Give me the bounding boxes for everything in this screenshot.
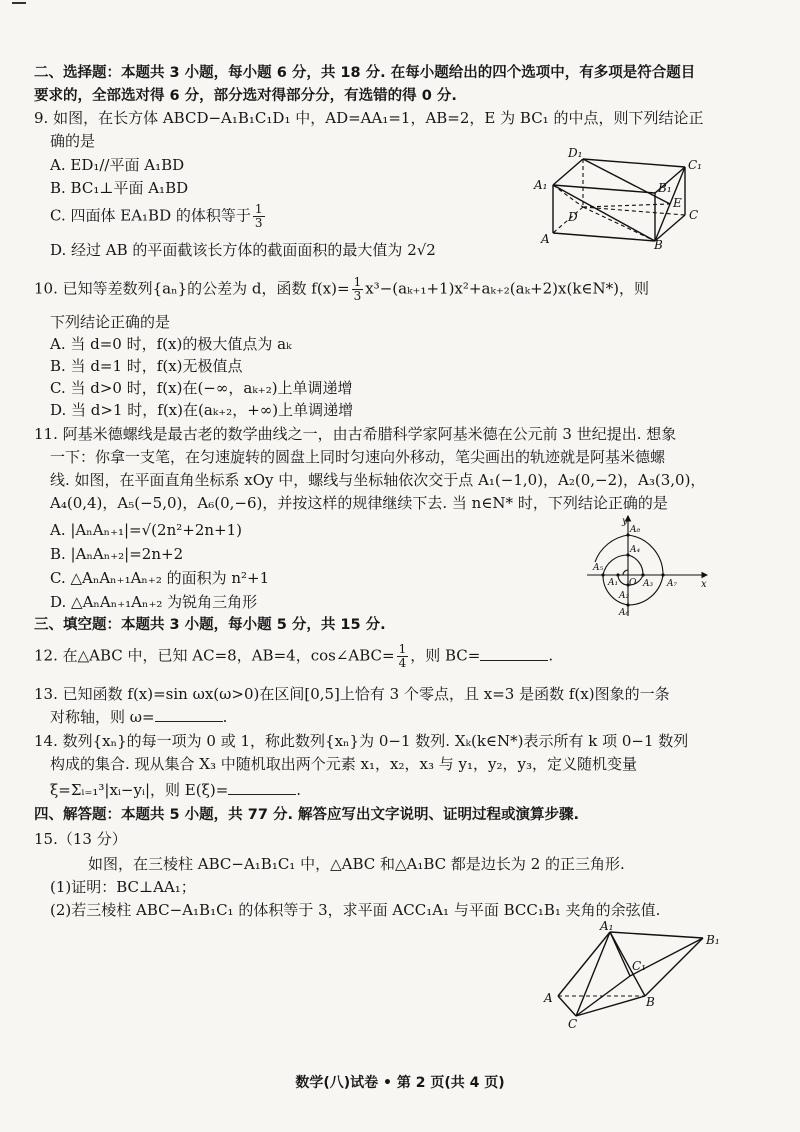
- label-a7: A₇: [667, 579, 678, 589]
- q10-stem-post: x³−(aₖ₊₁+1)x²+aₖ₊₂(aₖ+2)x(k∈N*)，则: [365, 279, 650, 298]
- q10-stem-pre: 10. 已知等差数列{aₙ}的公差为 d，函数 f(x)=: [34, 279, 350, 298]
- label-c1: C₁: [688, 158, 702, 172]
- fraction-numerator: 1: [353, 275, 362, 289]
- section4-title: 四、解答题：本题共 5 小题，共 77 分. 解答应写出文字说明、证明过程或演算步骤.: [34, 807, 580, 823]
- q11-option-c: C. △AₙAₙ₊₁Aₙ₊₂ 的面积为 n²+1: [50, 569, 270, 587]
- q12-answer-blank[interactable]: [480, 660, 548, 661]
- page-footer: 数学(八)试卷 • 第 2 页(共 4 页): [295, 1075, 505, 1091]
- q14-end: .: [296, 781, 302, 799]
- fraction-denominator: 3: [353, 289, 362, 303]
- q11-option-d: D. △AₙAₙ₊₁Aₙ₊₂ 为锐角三角形: [50, 593, 258, 611]
- q14-answer-blank[interactable]: [228, 794, 296, 795]
- q12-end: .: [548, 646, 554, 665]
- q10-option-d: D. 当 d>1 时，f(x)在(aₖ₊₂，+∞)上单调递增: [50, 401, 354, 419]
- q13-answer-blank[interactable]: [155, 721, 223, 722]
- q9-option-c-text: C. 四面体 EA₁BD 的体积等于: [50, 206, 251, 225]
- q12-stem-pre: 12. 在△ABC 中，已知 AC=8，AB=4，cos∠ABC=: [34, 646, 395, 665]
- q10-option-b: B. 当 d=1 时，f(x)无极值点: [50, 357, 243, 375]
- q13-end: .: [222, 708, 228, 726]
- q15-stem: 如图，在三棱柱 ABC−A₁B₁C₁ 中，△ABC 和△A₁BC 都是边长为 2 的正三角形.: [88, 855, 625, 873]
- q11-spiral-figure: [583, 512, 713, 618]
- axis-x-label: x: [701, 579, 707, 590]
- q12-stem-post: ，则 BC=: [410, 646, 481, 665]
- q12-line: [34, 643, 553, 670]
- label-a1: A₁: [534, 178, 548, 192]
- fraction-denominator: 4: [398, 656, 407, 670]
- label-b: B: [654, 238, 663, 250]
- label-a2: A₂: [619, 591, 630, 601]
- label-e: E: [673, 196, 682, 210]
- label-b1: B₁: [658, 181, 672, 195]
- q9-cuboid-figure: [530, 145, 710, 250]
- label-b1: B₁: [706, 933, 720, 947]
- label-a8: A₈: [630, 525, 641, 535]
- q10-option-c: C. 当 d>0 时，f(x)在(−∞，aₖ₊₂)上单调递增: [50, 379, 353, 397]
- q13-line1: 13. 已知函数 f(x)=sin ωx(ω>0)在区间[0,5]上恰有 3 个零点，且 x=3 是函数 f(x)图象的一条: [34, 685, 670, 703]
- q10-fraction: [352, 276, 364, 303]
- q10-option-a: A. 当 d=0 时，f(x)的极大值点为 aₖ: [50, 335, 292, 353]
- q15-part1: (1)证明：BC⊥AA₁；: [50, 878, 196, 896]
- label-a4: A₄: [630, 545, 641, 555]
- fraction-denominator: 3: [254, 216, 263, 230]
- q11-option-a: A. |AₙAₙ₊₁|=√(2n²+2n+1): [50, 521, 242, 539]
- q9-option-b: B. BC₁⊥平面 A₁BD: [50, 179, 189, 197]
- q14-line1: 14. 数列{xₙ}的每一项为 0 或 1，称此数列{xₙ}为 0−1 数列. Xₖ(k∈N*)表示所有 k 项 0−1 数列: [34, 732, 689, 750]
- q9-option-d: D. 经过 AB 的平面截该长方体的截面面积的最大值为 2√2: [50, 241, 436, 259]
- label-a3: A₃: [643, 579, 654, 589]
- q10-line2: 下列结论正确的是: [50, 313, 171, 331]
- label-b: B: [646, 995, 655, 1009]
- label-d1: D₁: [568, 146, 583, 160]
- q11-option-b: B. |AₙAₙ₊₂|=2n+2: [50, 545, 184, 563]
- fraction-numerator: 1: [254, 202, 263, 216]
- label-d: D: [568, 210, 578, 224]
- q15-header: 15.（13 分）: [34, 830, 127, 848]
- label-c1: C₁: [632, 959, 646, 973]
- label-a5: A₅: [593, 563, 604, 573]
- q14-line2: 构成的集合. 现从集合 X₃ 中随机取出两个元素 x₁，x₂，x₃ 与 y₁，y₂，y₃，定义随机变量: [50, 755, 637, 773]
- q9-option-c-fraction: [253, 203, 265, 230]
- scan-mark: [12, 2, 26, 4]
- origin-label: O: [629, 578, 637, 588]
- fraction-numerator: 1: [398, 642, 407, 656]
- q11-line1: 11. 阿基米德螺线是最古老的数学曲线之一，由古希腊科学家阿基米德在公元前 3 世纪提出. 想象: [34, 425, 677, 443]
- q11-line2: 一下：你拿一支笔，在匀速旋转的圆盘上同时匀速向外移动，笔尖画出的轨迹就是阿基米德螺: [50, 448, 666, 466]
- q9-line1: 9. 如图，在长方体 ABCD−A₁B₁C₁D₁ 中，AD=AA₁=1，AB=2，E 为 BC₁ 的中点，则下列结论正: [34, 109, 704, 127]
- label-a6: A₆: [619, 608, 630, 618]
- q10-line1: [34, 276, 649, 303]
- axis-y-label: y: [622, 516, 628, 527]
- q11-line4: A₄(0,4)，A₅(−5,0)，A₆(0,−6)，并按这样的规律继续下去. 当 n∈N* 时，下列结论正确的是: [50, 494, 668, 512]
- label-c: C: [568, 1017, 578, 1028]
- q15-part2: (2)若三棱柱 ABC−A₁B₁C₁ 的体积等于 3，求平面 ACC₁A₁ 与平面 BCC₁B₁ 夹角的余弦值.: [50, 901, 661, 919]
- label-a: A: [544, 991, 553, 1005]
- q13-stem: 对称轴，则 ω=: [50, 708, 155, 726]
- q9-line2: 确的是: [50, 132, 96, 150]
- section3-title: 三、填空题：本题共 3 小题，每小题 5 分，共 15 分.: [34, 617, 386, 633]
- label-a1: A₁: [608, 578, 619, 588]
- section2-line1: 二、选择题：本题共 3 小题，每小题 6 分，共 18 分. 在每小题给出的四个选项中，有多项是符合题目: [34, 65, 696, 81]
- label-a1: A₁: [600, 919, 614, 933]
- q12-fraction: [397, 643, 409, 670]
- q14-stem: ξ=Σᵢ₌₁³|xᵢ−yᵢ|，则 E(ξ)=: [50, 781, 229, 799]
- q9-option-a: A. ED₁//平面 A₁BD: [50, 156, 185, 174]
- q11-line3: 线. 如图，在平面直角坐标系 xOy 中，螺线与坐标轴依次交于点 A₁(−1,0)，A₂(0,−2)，A₃(3,0)，: [50, 471, 706, 489]
- q9-option-c: [50, 203, 267, 230]
- label-a: A: [541, 232, 550, 246]
- section2-line2: 要求的，全部选对得 6 分，部分选对得部分分，有选错的得 0 分.: [34, 88, 457, 104]
- q13-line2: [50, 707, 227, 727]
- label-c: C: [689, 208, 699, 222]
- q14-line3: [50, 780, 301, 800]
- q15-prism-figure: [538, 918, 728, 1028]
